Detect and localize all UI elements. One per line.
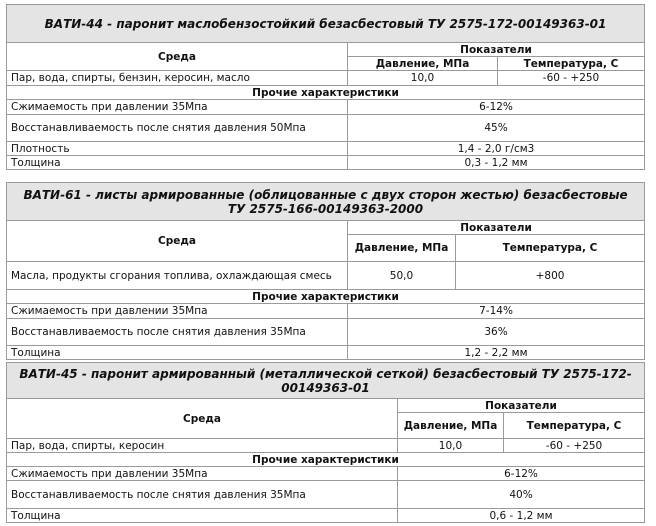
other-characteristics-header: Прочие характеристики — [7, 86, 645, 100]
prop-label: Сжимаемость при давлении 35Мпа — [7, 467, 398, 481]
prop-value: 1,4 - 2,0 г/см3 — [348, 142, 645, 156]
col-temperature-header: Температура, С — [504, 413, 645, 439]
prop-value: 0,3 - 1,2 мм — [348, 156, 645, 170]
vati-44-table — [6, 4, 645, 170]
pressure-cell: 10,0 — [398, 439, 504, 453]
prop-label: Сжимаемость при давлении 35Мпа — [7, 100, 348, 115]
temperature-cell: -60 - +250 — [504, 439, 645, 453]
prop-value: 6-12% — [398, 467, 645, 481]
col-temperature-header: Температура, С — [498, 57, 645, 71]
col-medium-header: Среда — [7, 43, 348, 71]
prop-value: 40% — [398, 481, 645, 509]
other-characteristics-header: Прочие характеристики — [7, 453, 645, 467]
prop-label: Толщина — [7, 509, 398, 523]
prop-label: Восстанавливаемость после снятия давления 35Мпа — [7, 481, 398, 509]
prop-label: Толщина — [7, 346, 348, 360]
prop-label: Толщина — [7, 156, 348, 170]
prop-label: Сжимаемость при давлении 35Мпа — [7, 304, 348, 319]
prop-value: 7-14% — [348, 304, 645, 319]
col-pressure-header: Давление, МПа — [398, 413, 504, 439]
prop-label: Восстанавливаемость после снятия давления 50Мпа — [7, 115, 348, 142]
vati-61-table — [6, 182, 645, 360]
prop-value: 6-12% — [348, 100, 645, 115]
other-characteristics-header: Прочие характеристики — [7, 290, 645, 304]
vati-45-table — [6, 362, 645, 523]
table-title: ВАТИ-61 - листы армированные (облицованные с двух сторон жестью) безасбестовые ТУ 2575-166-00149363-2000 — [7, 183, 645, 221]
pressure-cell: 50,0 — [348, 262, 456, 290]
col-pressure-header: Давление, МПа — [348, 235, 456, 262]
col-medium-header: Среда — [7, 221, 348, 262]
medium-cell: Пар, вода, спирты, керосин — [7, 439, 398, 453]
prop-value: 36% — [348, 319, 645, 346]
table-title: ВАТИ-45 - паронит армированный (металлической сеткой) безасбестовый ТУ 2575-172-00149363-01 — [7, 363, 645, 399]
temperature-cell: +800 — [456, 262, 645, 290]
col-medium-header: Среда — [7, 399, 398, 439]
pressure-cell: 10,0 — [348, 71, 498, 86]
temperature-cell: -60 - +250 — [498, 71, 645, 86]
col-indicators-header: Показатели — [348, 43, 645, 57]
medium-cell: Пар, вода, спирты, бензин, керосин, масло — [7, 71, 348, 86]
prop-value: 45% — [348, 115, 645, 142]
prop-value: 1,2 - 2,2 мм — [348, 346, 645, 360]
col-pressure-header: Давление, МПа — [348, 57, 498, 71]
medium-cell: Масла, продукты сгорания топлива, охлаждающая смесь — [7, 262, 348, 290]
prop-value: 0,6 - 1,2 мм — [398, 509, 645, 523]
prop-label: Плотность — [7, 142, 348, 156]
col-temperature-header: Температура, С — [456, 235, 645, 262]
table-title: ВАТИ-44 - паронит маслобензостойкий безасбестовый ТУ 2575-172-00149363-01 — [7, 5, 645, 43]
prop-label: Восстанавливаемость после снятия давления 35Мпа — [7, 319, 348, 346]
col-indicators-header: Показатели — [348, 221, 645, 235]
col-indicators-header: Показатели — [398, 399, 645, 413]
